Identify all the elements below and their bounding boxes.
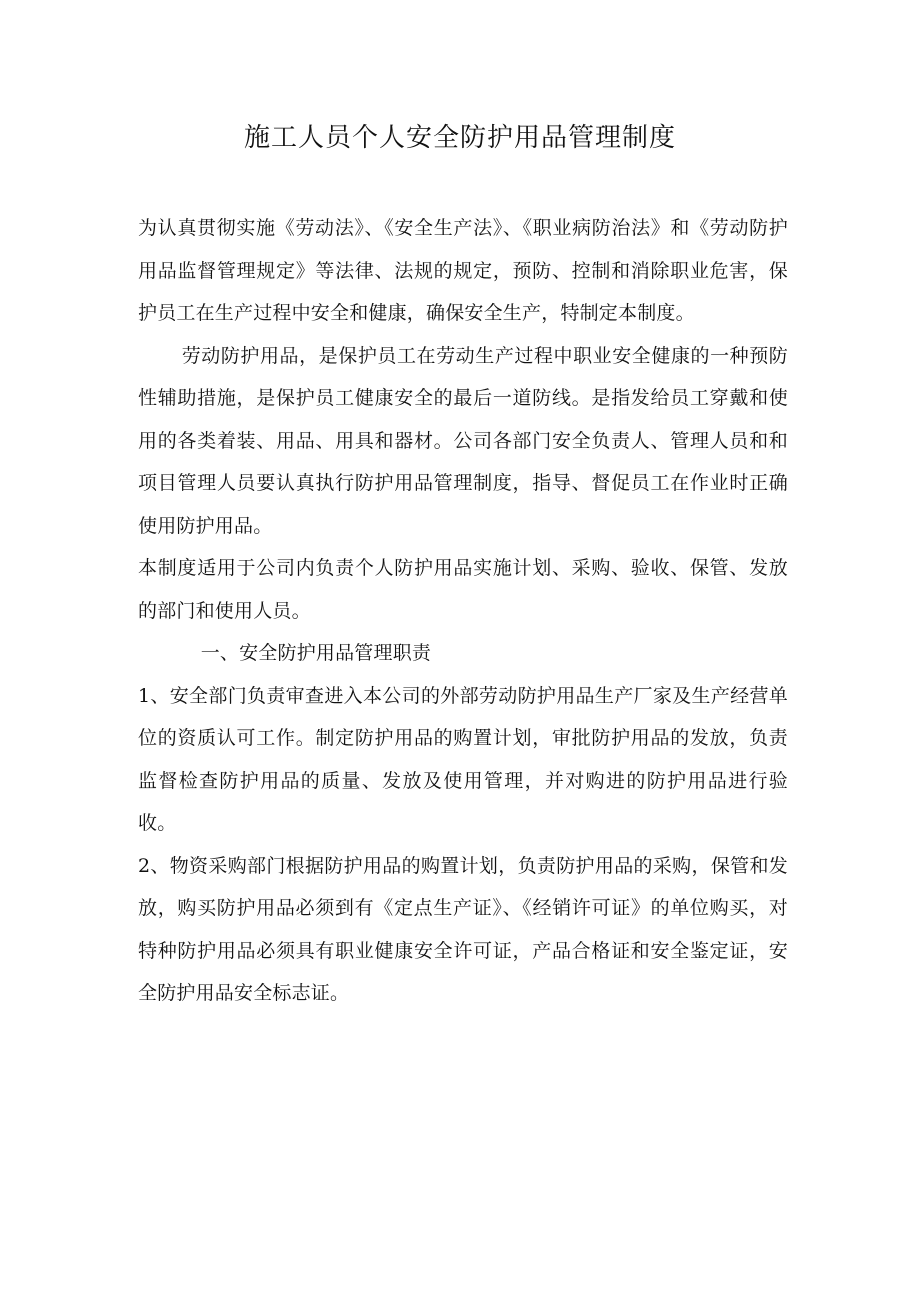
intro-paragraph: 为认真贯彻实施《劳动法》、《安全生产法》、《职业病防治法》和《劳动防护用品监督管理规定》等法律、法规的规定，预防、控制和消除职业危害，保护员工在生产过程中安全和健康，确保安全生产，特制定本制度。	[138, 217, 788, 324]
responsibility-item-2: 2、物资采购部门根据防护用品的购置计划，负责防护用品的采购，保管和发放，购买防护用品必须到有《定点生产证》、《经销许可证》的单位购买，对特种防护用品必须具有职业健康安全许可证，产品合格证和安全鉴定证，安全防护用品安全标志证。	[138, 854, 788, 1004]
document-body	[138, 207, 788, 1015]
protective-equipment-definition-paragraph: 劳动防护用品，是保护员工在劳动生产过程中职业安全健康的一种预防性辅助措施，是保护员工健康安全的最后一道防线。是指发给员工穿戴和使用的各类着装、用品、用具和器材。公司各部门安全负责人、管理人员和和项目管理人员要认真执行防护用品管理制度，指导、督促员工在作业时正确使用防护用品。	[138, 344, 788, 537]
document-title: 施工人员个人安全防护用品管理制度	[243, 123, 676, 153]
section-heading: 一、安全防护用品管理职责	[200, 642, 432, 664]
scope-paragraph: 本制度适用于公司内负责个人防护用品实施计划、采购、验收、保管、发放的部门和使用人员。	[138, 557, 788, 622]
responsibility-item-1: 1、安全部门负责审查进入本公司的外部劳动防护用品生产厂家及生产经营单位的资质认可工作。制定防护用品的购置计划，审批防护用品的发放，负责监督检查防护用品的质量、发放及使用管理，并对购进的防护用品进行验收。	[138, 684, 788, 834]
